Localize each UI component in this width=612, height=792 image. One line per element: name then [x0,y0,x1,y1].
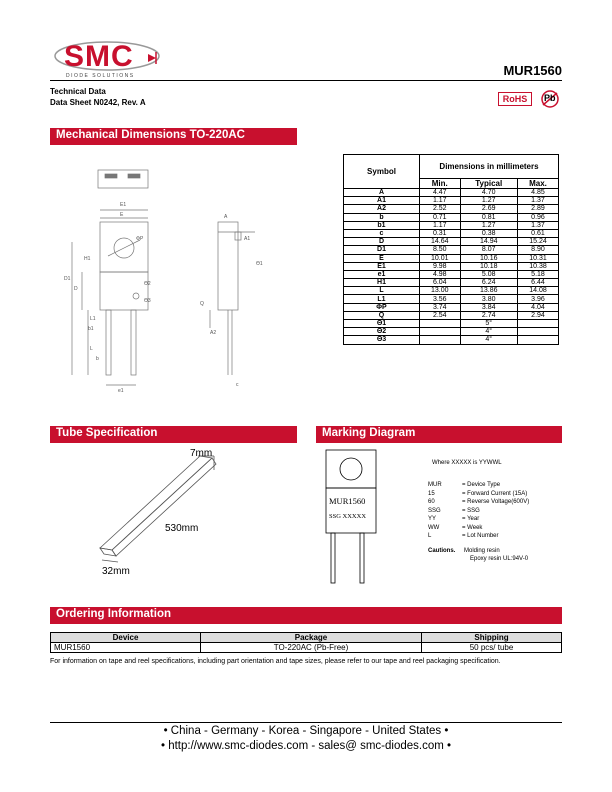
dimension-min-cell: 8.50 [420,246,461,254]
legend-item [428,482,568,491]
dimension-min-cell: 0.31 [420,229,461,237]
dimension-typ-cell: 0.81 [460,213,517,221]
legend-item [428,491,568,500]
dim-label-l1: L1 [90,316,96,322]
dimension-typ-cell: 1.27 [460,221,517,229]
marking-legend [428,482,568,542]
dimension-min-cell: 3.74 [420,303,461,311]
dimension-row [344,254,559,262]
dim-label-a1: A1 [244,236,251,242]
dimension-row [344,270,559,278]
package-header: Package [201,633,422,643]
dimension-min-cell: 2.52 [420,205,461,213]
dimension-sym-cell: b1 [344,221,420,229]
dimension-min-cell: 4.98 [420,270,461,278]
dim-label-e1: E1 [120,202,127,208]
dimension-row [344,287,559,295]
dim-label-phip: ΦP [136,236,144,242]
dimension-min-cell: 1.17 [420,197,461,205]
dimension-max-cell: 1.37 [517,197,558,205]
dimension-sym-cell: L1 [344,295,420,303]
dimension-sym-cell: Θ2 [344,328,420,336]
dimension-sym-cell: Θ3 [344,336,420,344]
dimension-row [344,205,559,213]
legend-key: 15 [428,490,435,497]
dim-label-q: Q [200,301,204,307]
shipping-cell: 50 pcs/ tube [422,643,562,653]
dimension-sym-cell: D1 [344,246,420,254]
dimension-row [344,295,559,303]
dim-label-h1: H1 [84,256,91,262]
dimension-min-cell: 10.01 [420,254,461,262]
dim-label-b1: b1 [88,326,94,332]
dim-label-a: A [224,214,228,220]
dim-label-a2: A2 [210,330,217,336]
section-tube: Tube Specification [50,426,297,443]
dimension-row [344,229,559,237]
legend-item [428,516,568,525]
dim-label-theta1: Θ1 [256,261,263,267]
legend-key: L [428,533,432,539]
dimension-row [344,279,559,287]
marking-chip-drawing [320,448,380,588]
chip-line-1: MUR1560 [329,496,366,506]
typical-header: Typical [460,179,517,189]
data-sheet-label: Data Sheet N0242, Rev. A [50,98,146,107]
dimension-typ-cell: 8.07 [460,246,517,254]
dimension-min-cell: 1.17 [420,221,461,229]
dimension-sym-cell: c [344,229,420,237]
dim-label-theta2: Θ2 [144,281,151,287]
tube-height-label: 32mm [102,566,130,577]
dimension-min-cell [420,328,461,336]
legend-value: = SSG [462,507,480,514]
legend-value: = Device Type [462,482,501,488]
dim-label-c: c [236,382,239,388]
legend-item [428,525,568,534]
dimension-min-cell: 6.04 [420,279,461,287]
dim-label-b: b [96,356,99,362]
legend-key: YY [428,516,437,522]
footer-countries: • China - Germany - Korea - Singapore - United States • [163,725,449,737]
dimension-max-cell: 4.85 [517,189,558,197]
dimension-sym-cell: A1 [344,197,420,205]
dimensions-group-header: Dimensions in millimeters [420,155,559,179]
footer-contact: • http://www.smc-diodes.com - sales@ smc-diodes.com • [160,740,452,752]
tube-length-label: 530mm [165,523,199,534]
part-number: MUR1560 [503,63,562,78]
ordering-note: For information on tape and reel specifications, including part orientation and tape sizes, please refer to our tape and reel packaging specification. [50,658,501,665]
dimension-max-cell: 2.94 [517,311,558,319]
legend-item [428,499,568,508]
legend-value: = Year [462,516,480,522]
dim-label-e1-pitch: e1 [118,388,124,394]
dimension-typ-cell: 4.70 [460,189,517,197]
dimension-min-cell [420,320,461,328]
legend-value: = Week [462,524,483,531]
ordering-table [50,632,562,653]
dimension-min-cell [420,336,461,344]
legend-value: = Forward Current (15A) [462,490,528,497]
dimension-typ-cell: 5.08 [460,270,517,278]
dimension-row [344,320,559,328]
dim-label-e: E [120,212,124,218]
dimension-row [344,221,559,229]
symbol-header: Symbol [344,155,420,189]
dimension-typ-cell: 4° [460,328,517,336]
dimension-min-cell: 4.47 [420,189,461,197]
dimension-sym-cell: H1 [344,279,420,287]
dimension-max-cell: 5.18 [517,270,558,278]
dimension-sym-cell: ΦP [344,303,420,311]
device-cell: MUR1560 [51,643,201,653]
dimension-sym-cell: E1 [344,262,420,270]
pb-free-badge [540,90,560,108]
marking-where: Where XXXXX is YYWWL [432,460,502,466]
dimension-max-cell: 8.90 [517,246,558,254]
rohs-badge: RoHS [498,92,532,106]
legend-key: MUR [428,482,442,488]
dimension-typ-cell: 5° [460,320,517,328]
dimension-typ-cell: 0.38 [460,229,517,237]
dimension-row [344,262,559,270]
dimension-sym-cell: b [344,213,420,221]
chip-line-2: SSG XXXXX [329,513,367,520]
dimension-min-cell: 14.64 [420,238,461,246]
logo-text: SMC [64,40,134,73]
dimension-max-cell: 4.04 [517,303,558,311]
package-cell: TO-220AC (Pb-Free) [201,643,422,653]
dimension-typ-cell: 10.16 [460,254,517,262]
dimension-sym-cell: e1 [344,270,420,278]
dimension-max-cell: 2.89 [517,205,558,213]
legend-value: = Lot Number [462,533,499,539]
dimension-min-cell: 3.56 [420,295,461,303]
dimension-max-cell: 14.08 [517,287,558,295]
dimension-row [344,238,559,246]
dimension-typ-cell: 10.18 [460,262,517,270]
dimension-typ-cell: 13.86 [460,287,517,295]
company-logo [52,38,167,80]
legend-value: = Reverse Voltage(600V) [462,499,530,505]
dimension-row [344,303,559,311]
dimension-typ-cell: 2.69 [460,205,517,213]
dimension-max-cell [517,328,558,336]
dimension-min-cell: 2.54 [420,311,461,319]
dimension-sym-cell: L [344,287,420,295]
pb-text: Pb [544,93,556,103]
dimension-min-cell: 9.98 [420,262,461,270]
dimension-sym-cell: D [344,238,420,246]
legend-item [428,533,568,542]
to220-package-drawing [60,160,270,395]
dimension-sym-cell: E [344,254,420,262]
dimension-max-cell: 10.31 [517,254,558,262]
dimension-typ-cell: 4° [460,336,517,344]
dimension-max-cell: 1.37 [517,221,558,229]
section-ordering: Ordering Information [50,607,562,624]
dimension-max-cell: 10.38 [517,262,558,270]
dimension-max-cell: 0.61 [517,229,558,237]
dimension-typ-cell: 14.94 [460,238,517,246]
dim-label-d1: D1 [64,276,71,282]
dim-label-l: L [90,346,93,352]
legend-key: 60 [428,499,435,505]
legend-item [428,508,568,517]
min-header: Min. [420,179,461,189]
dimension-row [344,311,559,319]
dimension-sym-cell: Q [344,311,420,319]
footer-divider [50,722,562,723]
dimensions-table [343,154,559,345]
tech-data-label: Technical Data [50,87,106,96]
device-header: Device [51,633,201,643]
dimension-sym-cell: A [344,189,420,197]
legend-key: WW [428,524,440,531]
dimension-max-cell: 15.24 [517,238,558,246]
dimension-min-cell: 13.00 [420,287,461,295]
legend-key: SSG [428,507,441,514]
dimension-row [344,246,559,254]
dimension-row [344,328,559,336]
dimension-sym-cell: Θ1 [344,320,420,328]
dimension-max-cell [517,320,558,328]
dimension-min-cell: 0.71 [420,213,461,221]
max-header: Max. [517,179,558,189]
dimension-max-cell [517,336,558,344]
section-marking: Marking Diagram [316,426,562,443]
section-mechanical: Mechanical Dimensions TO-220AC [50,128,297,145]
dimension-sym-cell: A2 [344,205,420,213]
dimension-typ-cell: 3.84 [460,303,517,311]
dimension-typ-cell: 2.74 [460,311,517,319]
dimension-max-cell: 6.44 [517,279,558,287]
cautions-line-2: Epoxy resin UL:94V-0 [470,556,529,562]
dimension-typ-cell: 1.27 [460,197,517,205]
dimension-typ-cell: 3.80 [460,295,517,303]
tube-drawing [90,448,240,578]
shipping-header: Shipping [422,633,562,643]
cautions-line-1: Molding resin [464,548,500,554]
header-divider [50,80,562,81]
tube-width-label: 7mm [190,448,213,459]
logo-subtitle: DIODE SOLUTIONS [66,73,135,79]
dimension-row [344,197,559,205]
dimension-typ-cell: 6.24 [460,279,517,287]
dimension-max-cell: 0.96 [517,213,558,221]
dimension-row [344,213,559,221]
dimension-row [344,336,559,344]
dim-label-theta3: Θ3 [144,298,151,304]
dimension-max-cell: 3.96 [517,295,558,303]
cautions-label: Cautions. [428,548,456,554]
dimension-row [344,189,559,197]
dim-label-d: D [74,286,78,292]
